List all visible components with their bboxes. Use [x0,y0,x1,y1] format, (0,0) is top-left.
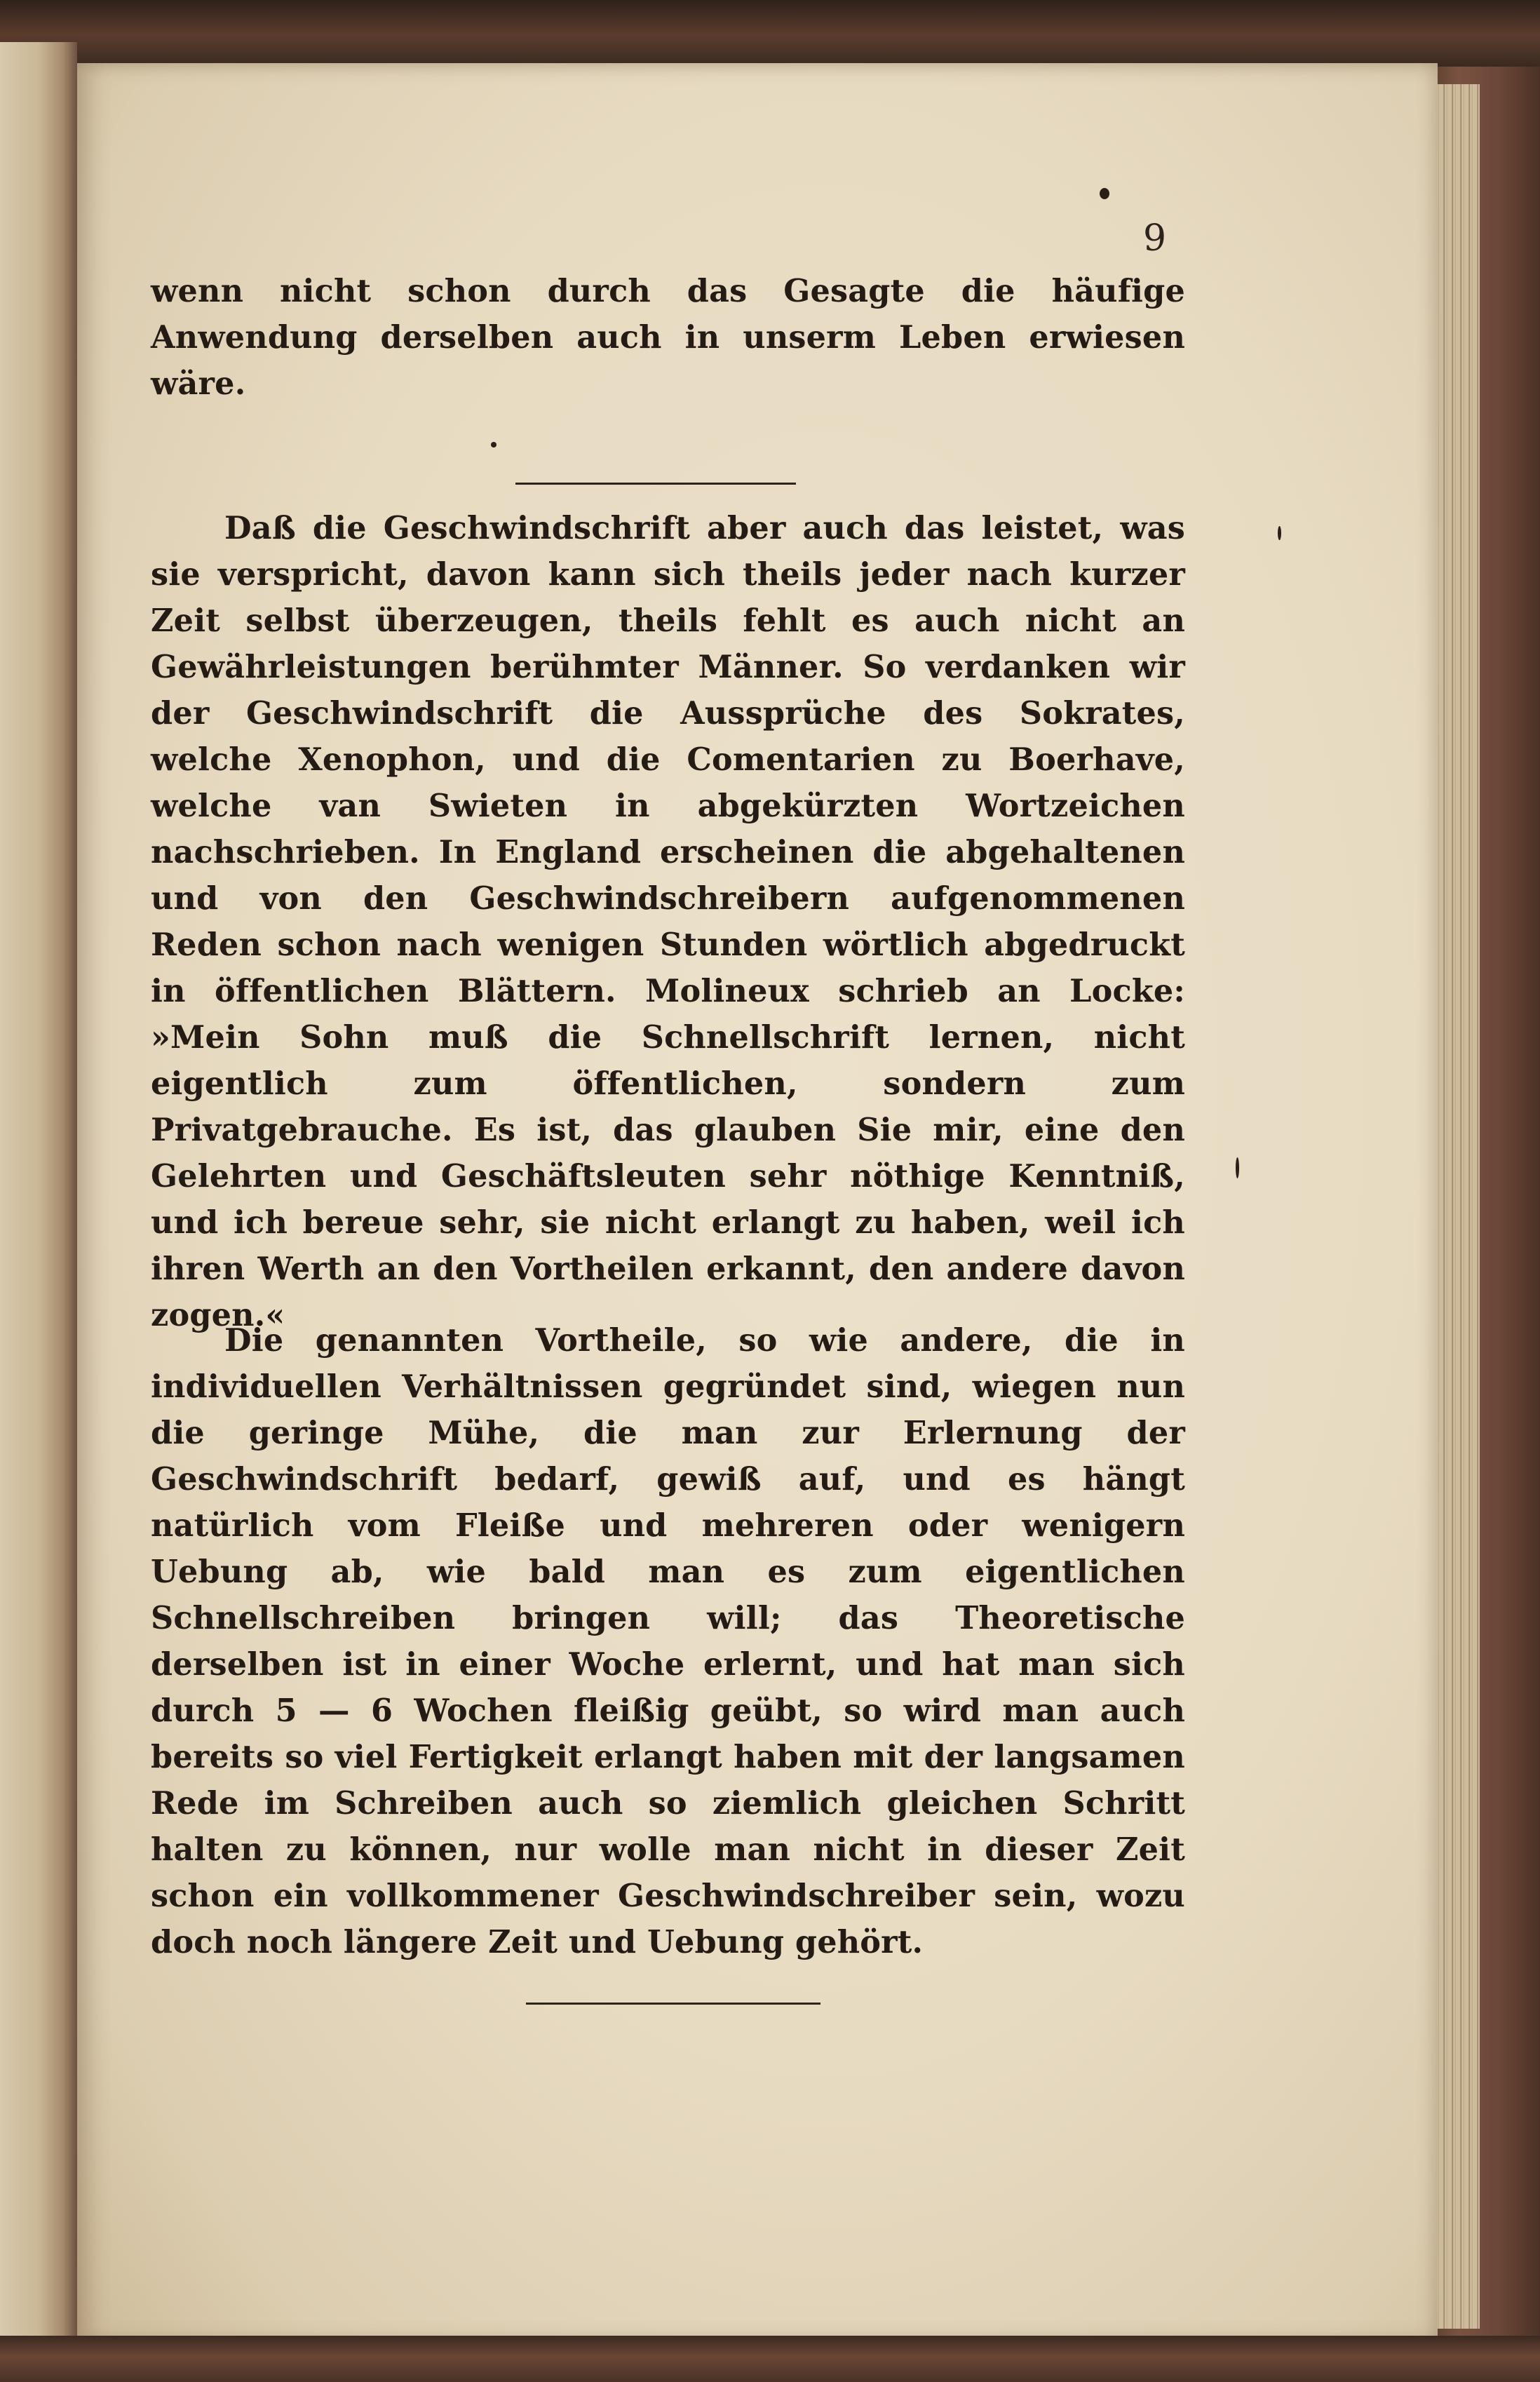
spine-gutter [0,42,77,2350]
paragraph-next: Die genannten Vortheile, so wie andere, die in individuellen Verhältnissen gegründet sind, wiegen nun die geringe Mühe, die man zur Erlernung der Geschwindschrift bedarf, gewiß auf, und es hängt natürlich vom Fleiße und mehreren oder wenigern Uebung ab, wie bald man es zum eigentlichen Schnellschreiben bringen will; das Theoretische derselben ist in einer Woche erlernt, und hat man sich durch 5 — 6 Wochen fleißig geübt, so wird man auch bereits so viel Fertigkeit erlangt haben mit der langsamen Rede im Schreiben auch so ziemlich gleichen Schritt halten zu können, nur wolle man nicht in dieser Zeit schon ein vollkommener Geschwindschreiber sein, wozu doch noch längere Zeit und Uebung gehört. [151,1322,1185,1960]
ink-speck [1100,188,1109,199]
ink-speck [1278,526,1281,540]
ink-speck [491,442,497,448]
page-edges [1431,84,1480,2329]
paragraph-intro: wenn nicht schon durch das Gesagte die häufige Anwendung derselben auch in unserm Leben erwiesen wäre. [151,273,1185,402]
ink-speck [1236,1157,1239,1178]
paragraph-main: Daß die Geschwindschrift aber auch das leistet, was sie verspricht, davon kann sich theils jeder nach kurzer Zeit selbst überzeugen, theils fehlt es auch nicht an Gewährleistungen berühmter Männer. So verdanken wir der Geschwindschrift die Aussprüche des Sokrates, welche Xenophon, und die Comentarien zu Boerhave, welche van Swieten in abgekürzten Wortzeichen nachschrieben. In England erscheinen die abgehaltenen und von den Geschwindschreibern aufgenommenen Reden schon nach wenigen Stunden wörtlich abgedruckt in öffentlichen Blättern. Molineux schrieb an Locke: »Mein Sohn muß die Schnellschrift lernen, nicht eigentlich zum öffentlichen, sondern zum Privatgebrauche. Es ist, das glauben Sie mir, eine den Gelehrten und Geschäftsleuten sehr nöthige Kenntniß, und ich bereue sehr, sie nicht erlangt zu haben, weil ich ihren Werth an den Vortheilen erkannt, den andere davon zogen.« [151,510,1185,1333]
section-divider [526,2003,820,2005]
section-divider [515,483,796,485]
book-cover-bottom-edge [0,2336,1540,2382]
page-number: 9 [1143,217,1167,260]
book-cover-top-edge [0,0,1540,67]
